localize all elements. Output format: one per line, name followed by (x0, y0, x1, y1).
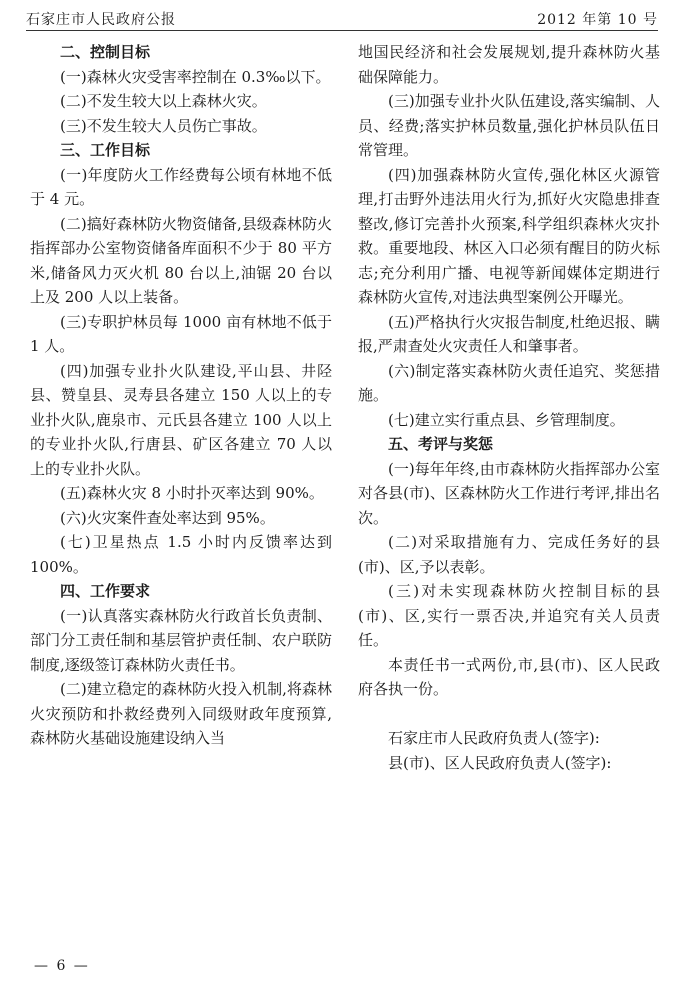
paragraph: (一)认真落实森林防火行政首长负责制、部门分工责任制和基层管护责任制、农户联防制度,逐级签订森林防火责任书。 (30, 606, 332, 674)
page-header (26, 8, 658, 31)
signature-line: 石家庄市人民政府负责人(签字): (388, 729, 600, 747)
paragraph: (七)卫星热点 1.5 小时内反馈率达到 100%。 (30, 533, 332, 576)
paragraph: (三)不发生较大人员伤亡事故。 (60, 116, 267, 135)
paragraph: (四)加强专业扑火队建设,平山县、井陉县、赞皇县、灵寿县各建立 150 人以上的专业扑火队,鹿泉市、元氏县各建立 100 人以上的专业扑火队,行唐县、矿区各建立 70 人以上的专业扑火队。 (30, 361, 332, 478)
paragraph: 本责任书一式两份,市,县(市)、区人民政府各执一份。 (358, 655, 660, 698)
paragraph: (七)建立实行重点县、乡管理制度。 (388, 410, 625, 429)
issue-number: 2012 年第 10 号 (537, 12, 658, 28)
paragraph: (二)搞好森林防火物资储备,县级森林防火指挥部办公室物资储备库面积不少于 80 平方米,储备风力灭火机 80 台以上,油锯 20 台以上及 200 人以上装备。 (30, 214, 332, 306)
paragraph: (五)森林火灾 8 小时扑灭率达到 90%。 (60, 484, 324, 502)
signature-line: 县(市)、区人民政府负责人(签字): (388, 753, 612, 772)
right-column (358, 40, 660, 775)
section-heading: 三、工作目标 (60, 141, 151, 159)
paragraph: (一)每年年终,由市森林防火指挥部办公室对各县(市)、区森林防火工作进行考评,排出名次。 (358, 459, 660, 527)
paragraph: (二)对采取措施有力、完成任务好的县(市)、区,予以表彰。 (358, 533, 660, 576)
section-heading: 四、工作要求 (60, 582, 151, 600)
page-number: — 6 — (34, 958, 90, 974)
paragraph: (三)对未实现森林防火控制目标的县(市)、区,实行一票否决,并追究有关人员责任。 (358, 582, 660, 649)
paragraph: (三)专职护林员每 1000 亩有林地不低于 1 人。 (30, 312, 332, 355)
paragraph: (三)加强专业扑火队伍建设,落实编制、人员、经费;落实护林员数量,强化护林员队伍日常管理。 (358, 92, 660, 159)
paragraph: (四)加强森林防火宣传,强化林区火源管理,打击野外违法用火行为,抓好火灾隐患排查整改,修订完善扑火预案,科学组织森林火灾扑救。重要地段、林区入口必须有醒目的防火标志;充分利用广播、电视等新闻媒体定期进行森林防火宣传,对违法典型案例公开曝光。 (358, 165, 660, 306)
left-column (30, 40, 332, 751)
paragraph: (二)不发生较大以上森林火灾。 (60, 92, 267, 110)
publication-title: 石家庄市人民政府公报 (26, 12, 176, 28)
paragraph: (一)年度防火工作经费每公顷有林地不低于 4 元。 (30, 165, 332, 208)
paragraph: (二)建立稳定的森林防火投入机制,将森林火灾预防和扑救经费列入同级财政年度预算,森林防火基础设施建设纳入当 (30, 680, 332, 747)
section-heading: 五、考评与奖惩 (388, 435, 494, 453)
paragraph: (六)火灾案件查处率达到 95%。 (60, 508, 275, 527)
paragraph: (六)制定落实森林防火责任追究、奖惩措施。 (358, 361, 660, 404)
paragraph-continued: 地国民经济和社会发展规划,提升森林防火基础保障能力。 (358, 43, 660, 86)
paragraph: (一)森林火灾受害率控制在 0.3‰以下。 (60, 67, 331, 86)
section-heading: 二、控制目标 (60, 43, 151, 61)
paragraph: (五)严格执行火灾报告制度,杜绝迟报、瞒报,严肃查处火灾责任人和肇事者。 (358, 312, 660, 355)
